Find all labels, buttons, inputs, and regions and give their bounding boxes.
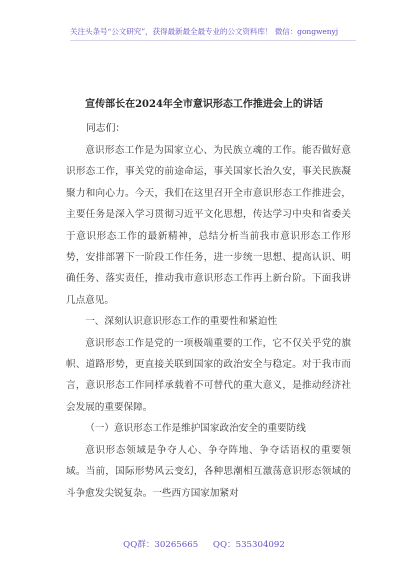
header-divider	[70, 40, 356, 41]
salutation: 同志们：	[86, 123, 126, 134]
document-body	[66, 140, 351, 504]
footer-qq-group: QQ群：30265665	[123, 540, 199, 550]
header-banner: 关注头条号“公文研究”，获得最新最全最专业的公文资料库！ 微信：gongwenyj	[69, 27, 338, 36]
footer-contact	[0, 538, 408, 550]
footer-qq: QQ：535304092	[212, 540, 285, 550]
paragraph-section-1: 意识形态工作是党的一项极端重要的工作，它不仅关乎党的旗帜、道路形势，更直接关联到国家的政治安全与稳定。对于我市而言，意识形态工作同样承载着不可替代的重大意义，是推动经济社会发展的重要保障。	[66, 337, 351, 413]
document-title: 宣传部长在2024年全市意识形态工作推进会上的讲话	[85, 99, 323, 110]
section-heading-1: 一、深刻认识意识形态工作的重要性和紧迫性	[85, 316, 278, 328]
subsection-heading-1: （一）意识形态工作是维护国家政治安全的重要防线	[85, 423, 306, 435]
paragraph-intro: 意识形态工作是为国家立心、为民族立魂的工作。能否做好意识形态工作，事关党的前途命运，事关国家长治久安，事关民族凝聚力和向心力。今天，我们在这里召开全市意识形态工作推进会，主要任务是深入学习贯彻习近平文化思想，传达学习中央和省委关于意识形态工作的最新精神，总结分析当前我市意识形态工作形势，安排部署下一阶段工作任务，进一步统一思想、提高认识、明确任务、落实责任，推动我市意识形态工作再上新台阶。下面我讲几点意见。	[66, 145, 351, 306]
paragraph-subsection-1: 意识形态领域是争夺人心、争夺阵地、争夺话语权的重要领域。当前，国际形势风云变幻，各种思潮相互激荡意识形态领域的斗争愈发尖锐复杂。一些西方国家加紧对	[66, 444, 351, 499]
